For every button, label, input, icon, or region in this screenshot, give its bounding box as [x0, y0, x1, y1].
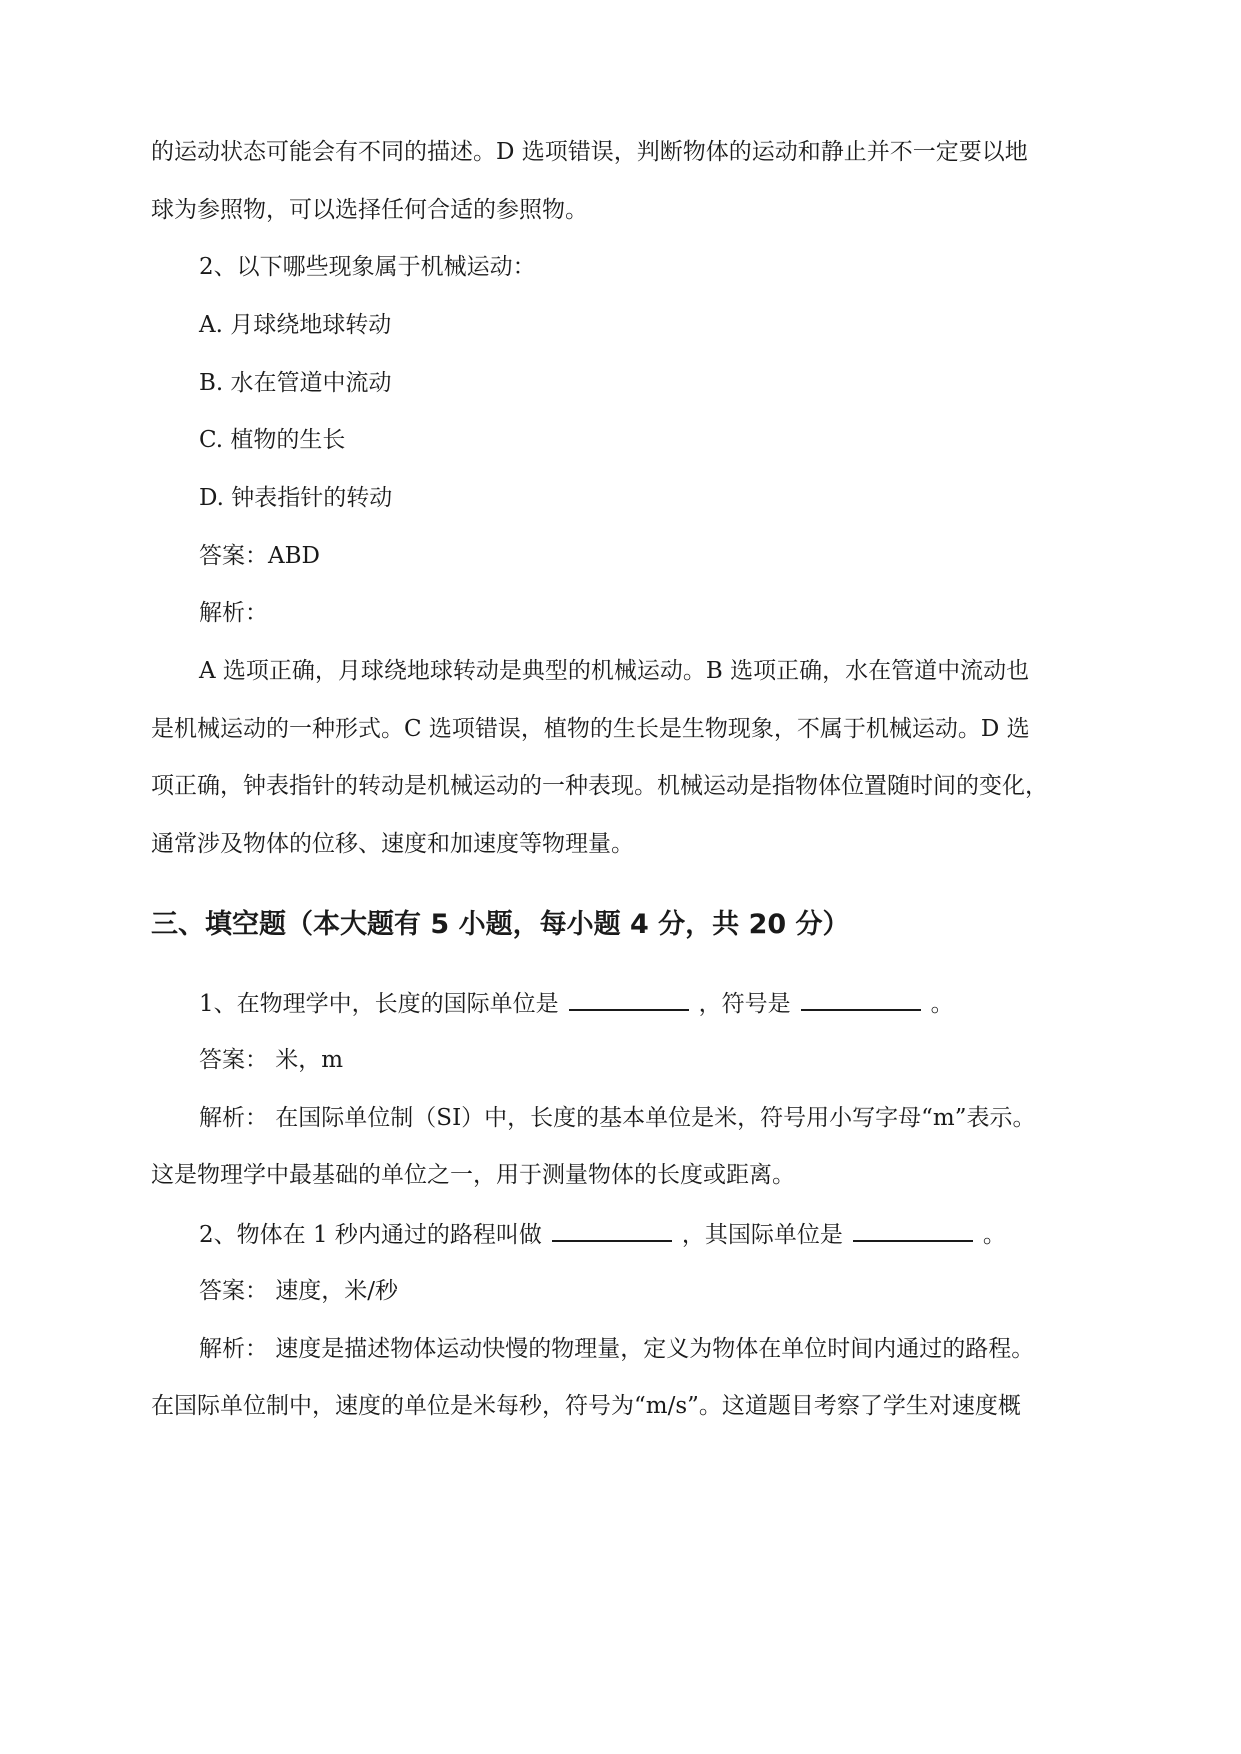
option-d: D. 钟表指针的转动	[199, 485, 393, 511]
analysis-line: 这是物理学中最基础的单位之一，用于测量物体的长度或距离。	[151, 1162, 795, 1188]
option-c: C. 植物的生长	[199, 427, 346, 453]
option-b: B. 水在管道中流动	[199, 370, 392, 396]
fill-question-2	[199, 1218, 1006, 1250]
analysis-line: 在国际单位制中，速度的单位是米每秒，符号为“m/s”。这道题目考察了学生对速度概	[151, 1393, 1021, 1419]
analysis-line: 项正确，钟表指针的转动是机械运动的一种表现。机械运动是指物体位置随时间的变化，	[151, 773, 1048, 799]
fill-question-1-text: ，符号是	[698, 991, 791, 1017]
fill-question-1-text: 。	[930, 991, 954, 1017]
answer-blank	[552, 1218, 672, 1242]
analysis-label: 解析：	[199, 600, 268, 626]
analysis-line: A 选项正确，月球绕地球转动是典型的机械运动。B 选项正确，水在管道中流动也	[199, 658, 1030, 684]
answer-blank	[801, 987, 921, 1011]
answer-blank	[569, 987, 689, 1011]
fill-question-2-text: 。	[982, 1222, 1006, 1248]
analysis-line: 解析： 速度是描述物体运动快慢的物理量，定义为物体在单位时间内通过的路程。	[199, 1336, 1035, 1362]
option-a: A. 月球绕地球转动	[199, 312, 392, 338]
analysis-line: 是机械运动的一种形式。C 选项错误，植物的生长是生物现象，不属于机械运动。D 选	[151, 716, 1030, 742]
fill-question-1	[199, 987, 954, 1019]
fill-question-2-text: ，其国际单位是	[681, 1222, 843, 1248]
analysis-line: 解析： 在国际单位制（SI）中，长度的基本单位是米，符号用小写字母“m”表示。	[199, 1105, 1036, 1131]
section-heading: 三、填空题（本大题有 5 小题，每小题 4 分，共 20 分）	[151, 909, 850, 940]
answer-blank	[853, 1218, 973, 1242]
answer-line: 答案： 米，m	[199, 1047, 344, 1073]
answer-line: 答案：ABD	[199, 543, 320, 569]
question-2-stem: 2、以下哪些现象属于机械运动：	[199, 254, 536, 280]
paragraph-line: 球为参照物，可以选择任何合适的参照物。	[151, 197, 588, 223]
fill-question-2-text: 2、物体在 1 秒内通过的路程叫做	[199, 1222, 542, 1248]
paragraph-line: 的运动状态可能会有不同的描述。D 选项错误，判断物体的运动和静止并不一定要以地	[151, 139, 1028, 165]
fill-question-1-text: 1、在物理学中，长度的国际单位是	[199, 991, 559, 1017]
analysis-line: 通常涉及物体的位移、速度和加速度等物理量。	[151, 831, 634, 857]
answer-line: 答案： 速度，米/秒	[199, 1278, 399, 1304]
